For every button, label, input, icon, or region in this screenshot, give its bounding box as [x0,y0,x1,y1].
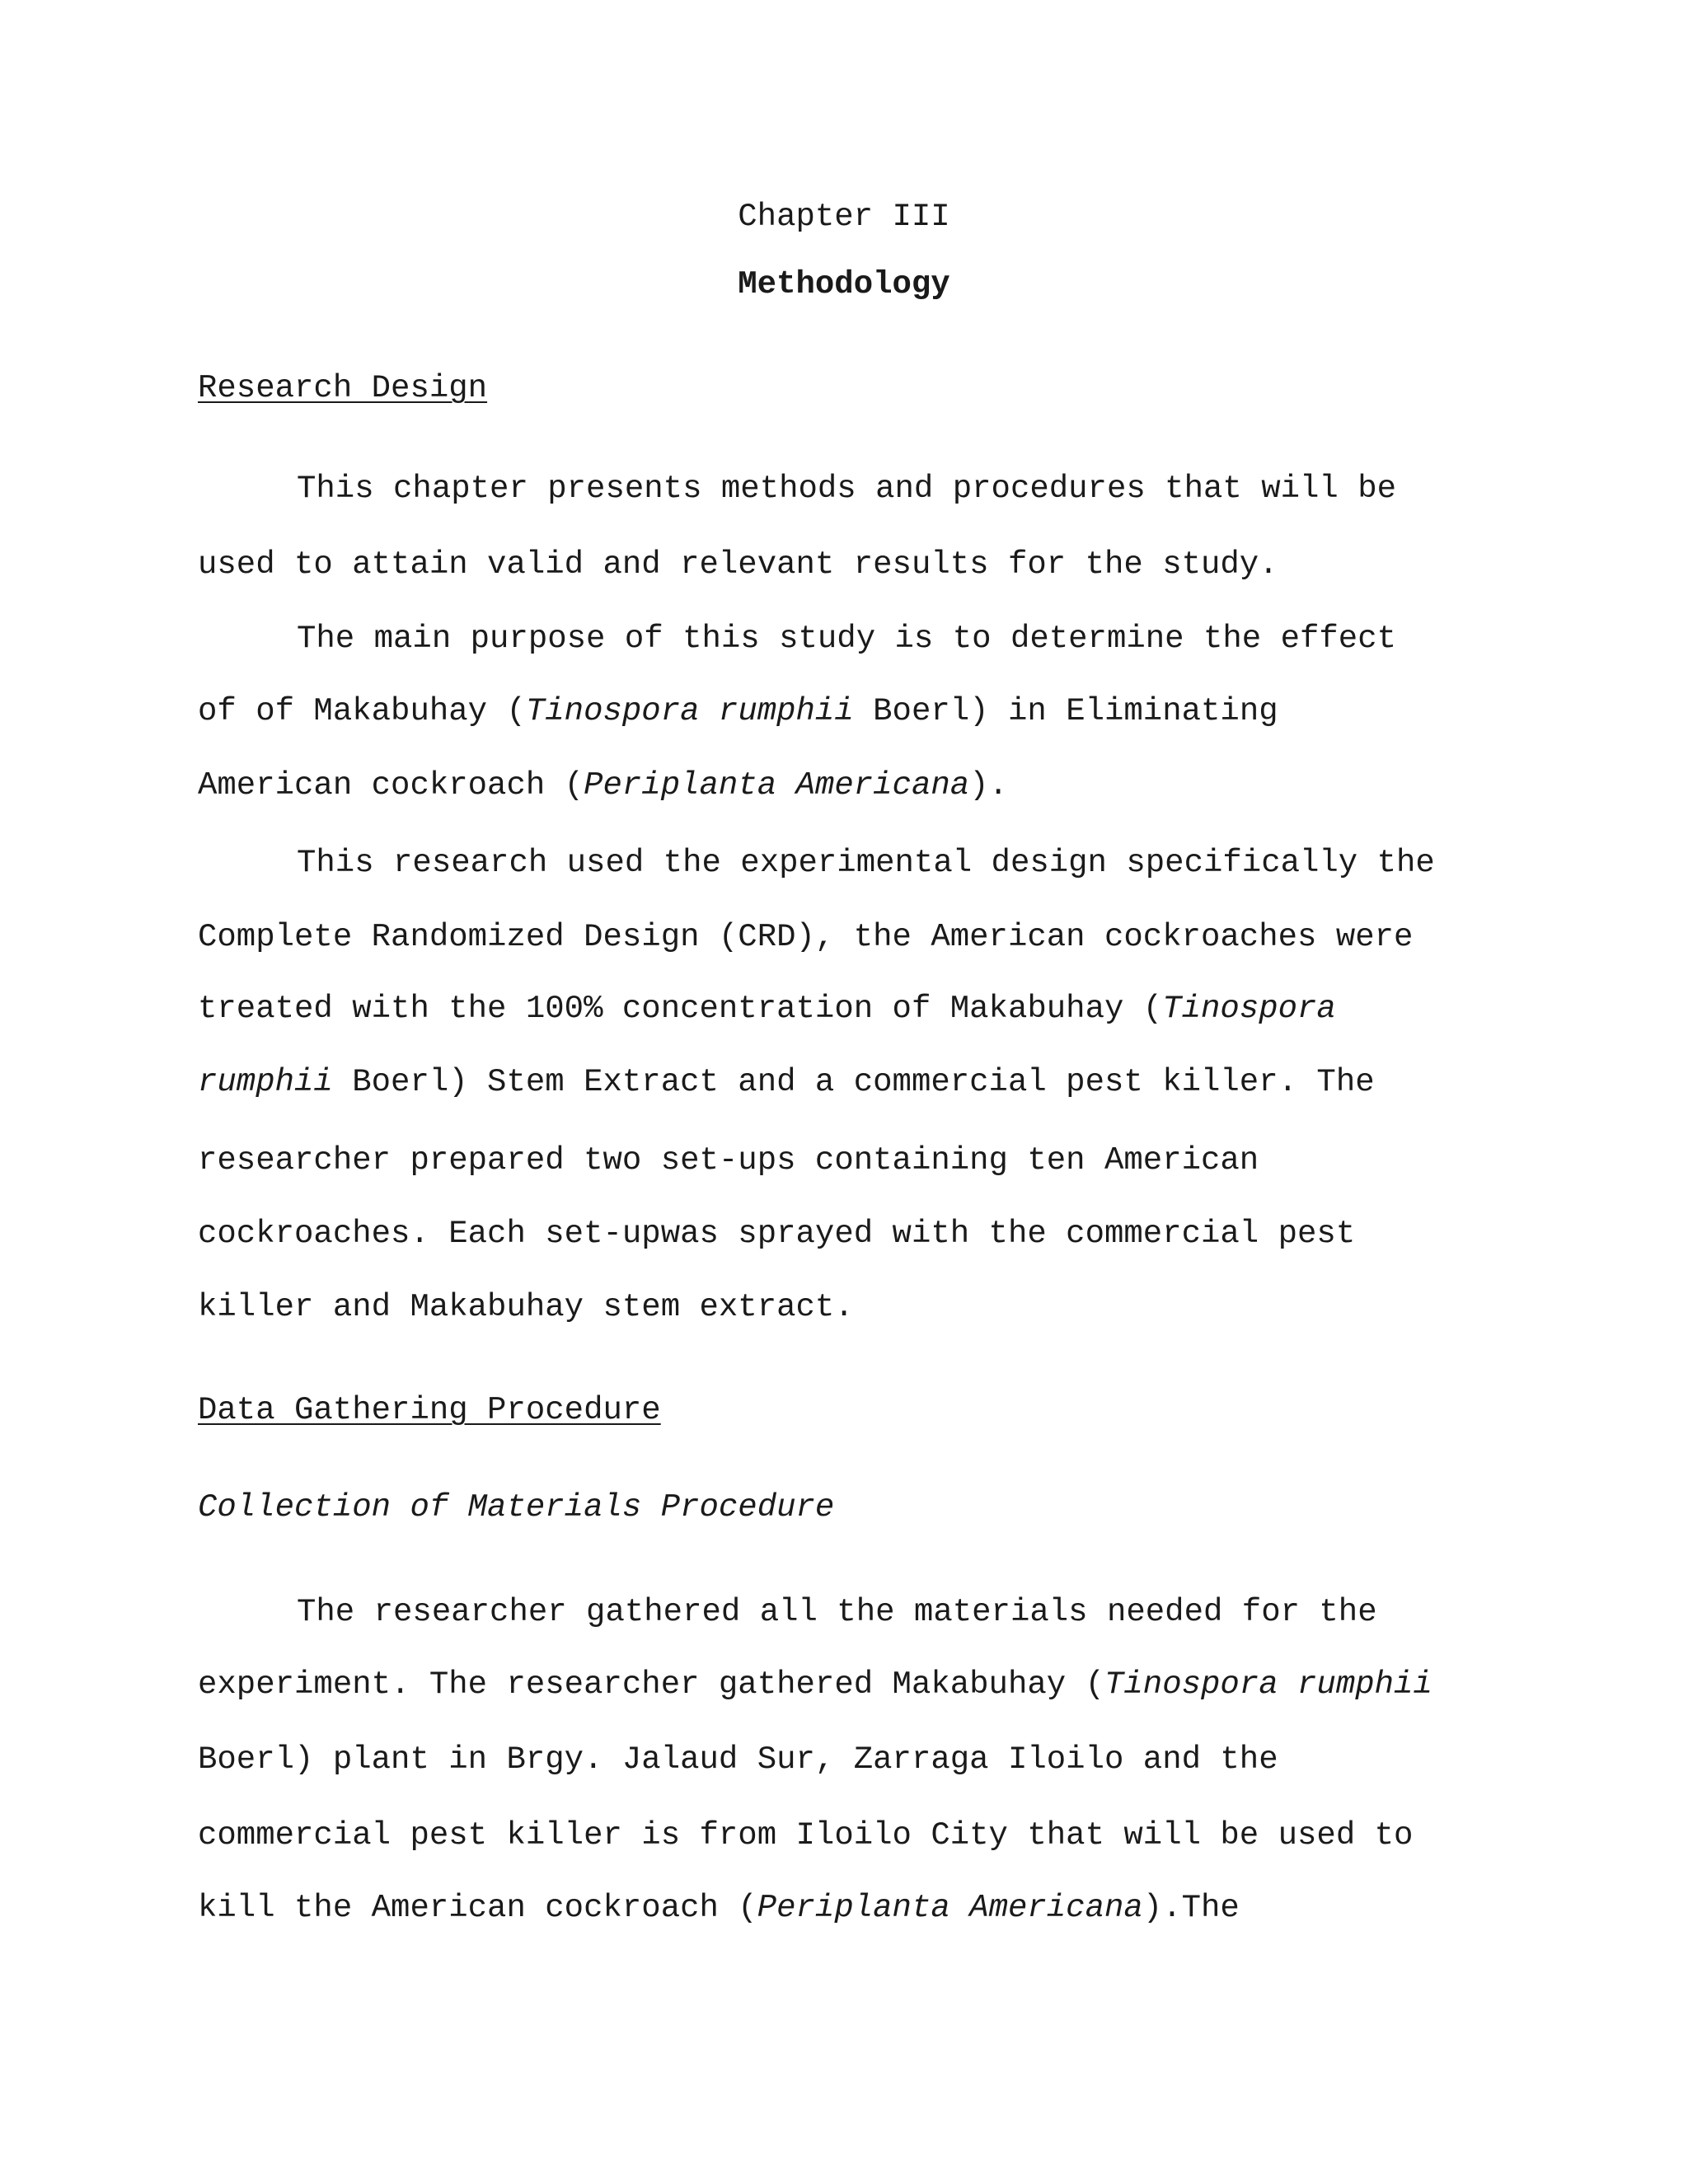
section-heading-data-gathering: Data Gathering Procedure [198,1392,661,1428]
chapter-title: Methodology [738,266,950,302]
paragraph-4-line-1: The researcher gathered all the materials needed for the [297,1594,1377,1630]
paragraph-4-line-5: kill the American cockroach (Periplanta Americana).The [198,1890,1240,1926]
paragraph-3-line-4: rumphii Boerl) Stem Extract and a commercial pest killer. The [198,1064,1375,1100]
paragraph-1-line-2: used to attain valid and relevant results for the study. [198,546,1278,583]
scientific-name: Periplanta Americana [757,1890,1143,1926]
paragraph-3-line-3: treated with the 100% concentration of Makabuhay (Tinospora [198,991,1336,1027]
paragraph-4-line-4: commercial pest killer is from Iloilo City that will be used to [198,1817,1414,1854]
paragraph-3-line-5: researcher prepared two set-ups containing ten American [198,1142,1259,1179]
paragraph-1-line-1: This chapter presents methods and procedures that will be [297,471,1397,507]
scientific-name: Periplanta Americana [584,767,970,804]
paragraph-3-line-6: cockroaches. Each set-upwas sprayed with the commercial pest [198,1216,1356,1252]
paragraph-3-line-2: Complete Randomized Design (CRD), the American cockroaches were [198,919,1414,955]
paragraph-3-line-1: This research used the experimental design specifically the [297,845,1435,881]
subsection-heading-collection: Collection of Materials Procedure [198,1489,835,1526]
scientific-name: Tinospora rumphii [525,693,854,729]
paragraph-4-line-2: experiment. The researcher gathered Makabuhay (Tinospora rumphii [198,1666,1432,1703]
paragraph-2-line-1: The main purpose of this study is to determine the effect [297,621,1397,657]
scientific-name: Tinospora rumphii [1104,1666,1432,1703]
scientific-name: rumphii [198,1064,333,1100]
paragraph-2-line-3: American cockroach (Periplanta Americana). [198,767,1008,804]
paragraph-3-line-7: killer and Makabuhay stem extract. [198,1289,854,1325]
scientific-name: Tinospora [1162,991,1336,1027]
paragraph-2-line-2: of of Makabuhay (Tinospora rumphii Boerl) in Eliminating [198,693,1278,729]
paragraph-4-line-3: Boerl) plant in Brgy. Jalaud Sur, Zarraga Iloilo and the [198,1741,1278,1778]
chapter-label: Chapter III [738,199,950,235]
section-heading-research-design: Research Design [198,370,488,406]
